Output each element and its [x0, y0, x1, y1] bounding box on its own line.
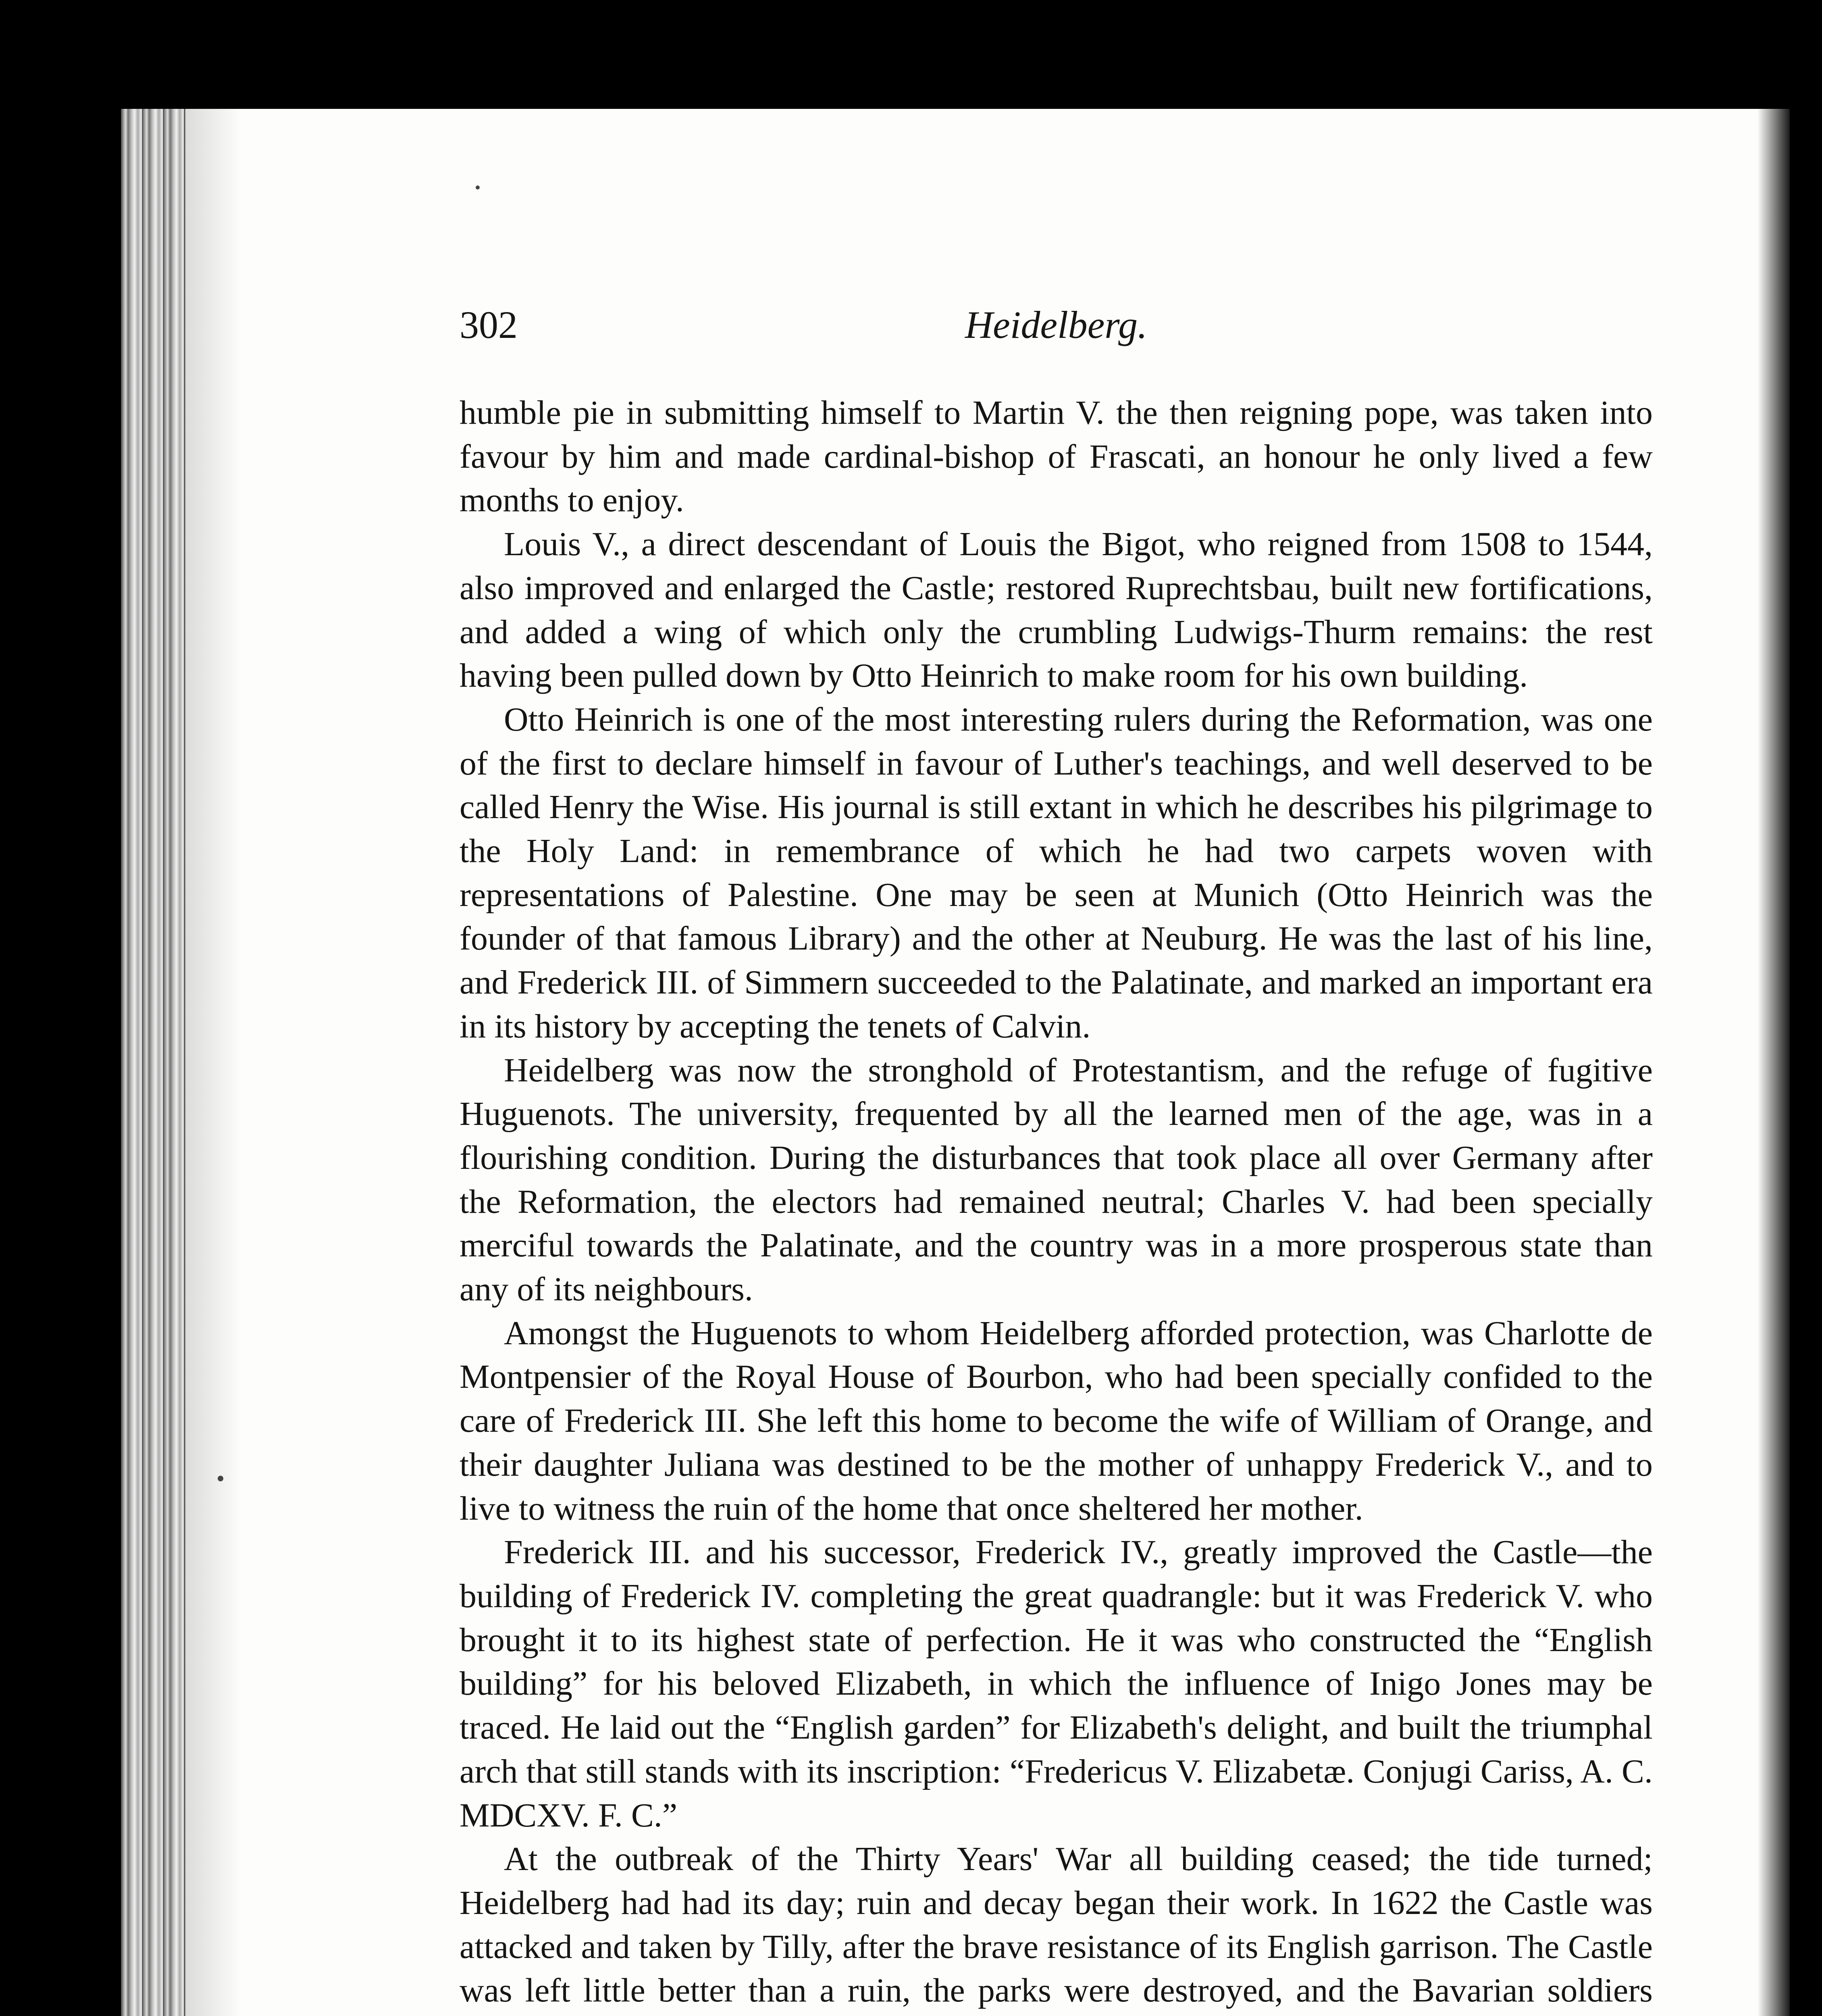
- running-title: Heidelberg.: [965, 303, 1148, 346]
- page-right-edge-shadow: [1758, 109, 1790, 2016]
- paragraph: At the outbreak of the Thirty Years' War all building ceased; the tide turned; Heidelberg had had its day; ruin and decay began their work. In 1622 the Castle was attacked and taken by Tilly, after the brave resistance of its English garrison. The Castle was left little better than a ruin, the parks were destroyed, and the Bavarian soldiers: [460, 1840, 1653, 2010]
- body-text: [460, 391, 1653, 2016]
- binding-shadow: [185, 109, 242, 2016]
- paragraph: humble pie in submitting himself to Martin V. the then reigning pope, was taken into favour by him and made cardinal-bishop of Frascati, an honour he only lived a few months to enjoy.: [460, 394, 1653, 519]
- paragraph: Louis V., a direct descendant of Louis the Bigot, who reigned from 1508 to 1544, also improved and enlarged the Castle; restored Ruprechtsbau, built new fortifications, and added a wing of which only the crumbling Ludwigs-Thurm remains: the rest having been pulled down by Otto Heinrich to make room for his own building.: [460, 525, 1653, 695]
- page-number: 302: [460, 303, 518, 346]
- book-page: [121, 109, 1790, 2016]
- page-header: [460, 302, 1653, 367]
- paper-speck: [476, 185, 480, 190]
- paper-speck: [218, 1476, 223, 1481]
- paragraph: Amongst the Huguenots to whom Heidelberg afforded protection, was Charlotte de Montpensier of the Royal House of Bourbon, who had been specially confided to the care of Frederick III. She left this home to become the wife of William of Orange, and their daughter Juliana was destined to be the mother of unhappy Frederick V., and to live to witness the ruin of the home that once sheltered her mother.: [460, 1314, 1653, 1527]
- paragraph: Heidelberg was now the stronghold of Protestantism, and the refuge of fugitive Huguenots. The university, frequented by all the learned men of the age, was in a flourishing condition. During the disturbances that took place all over Germany after the Reformation, the electors had remained neutral; Charles V. had been specially merciful towards the Palatinate, and the country was in a more prosperous state than any of its neighbours.: [460, 1051, 1653, 1308]
- page-binding-edge: [121, 109, 185, 2016]
- paragraph: Otto Heinrich is one of the most interesting rulers during the Reformation, was one of the first to declare himself in favour of Luther's teachings, and well deserved to be called Henry the Wise. His journal is still extant in which he describes his pilgrimage to the Holy Land: in remembrance of which he had two carpets woven with representations of Palestine. One may be seen at Munich (Otto Heinrich was the founder of that famous Library) and the other at Neuburg. He was the last of his line, and Frederick III. of Simmern succeeded to the Palatinate, and marked an important era in its history by accepting the tenets of Calvin.: [460, 700, 1653, 1045]
- paragraph: Frederick III. and his successor, Frederick IV., greatly improved the Castle—the building of Frederick IV. completing the great quadrangle: but it was Frederick V. who brought it to its highest state of perfection. He it was who constructed the “English building” for his beloved Elizabeth, in which the influence of Inigo Jones may be traced. He laid out the “English garden” for Elizabeth's delight, and built the triumphal arch that still stands with its inscription: “Fredericus V. Elizabetæ. Conjugi Cariss, A. C. MDCXV. F. C.”: [460, 1533, 1653, 1834]
